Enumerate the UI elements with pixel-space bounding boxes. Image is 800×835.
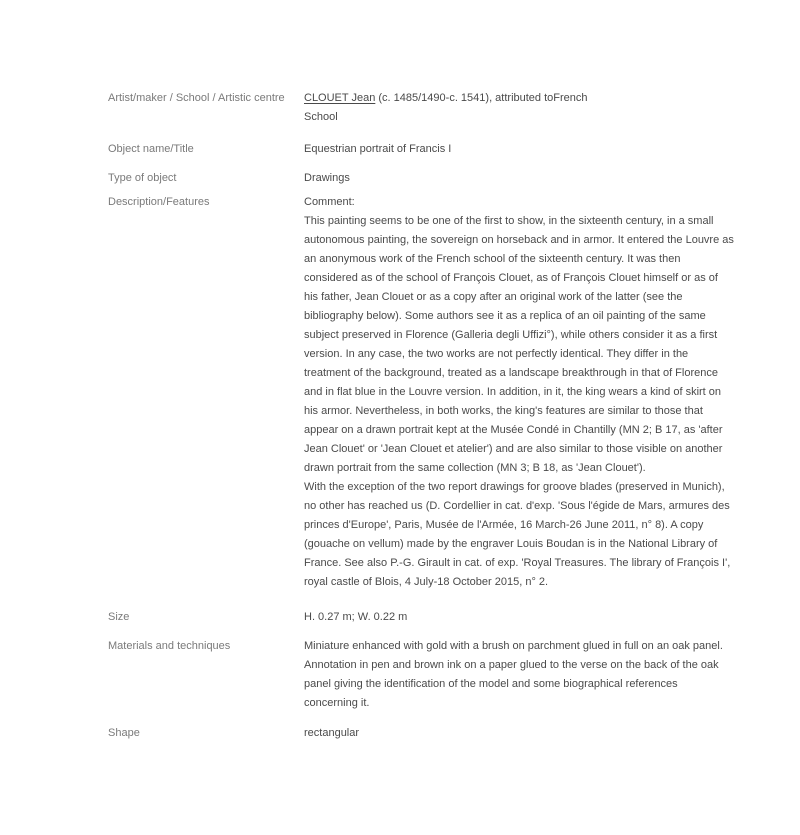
artist-value <box>304 89 604 127</box>
type-label: Type of object <box>108 172 177 184</box>
comment-paragraph-1: This painting seems to be one of the first to show, in the sixteenth century, in a small autonomous painting, the sovereign on horseback and in armor. It entered the Louvre as an anonymous work of the French school of the sixteenth century. It was then considered as of the school of François Clouet, as of François Clouet himself or as of his father, Jean Clouet or as a copy after an original work of the latter (see the bibliography below). Some authors see it as a replica of an oil painting of the same subject preserved in Florence (Galleria degli Uffizi°), while others consider it as a first version. In any case, the two works are not perfectly identical. They differ in the treatment of the background, treated as a landscape breakthrough in that of Florence and in flat blue in the Louvre version. In addition, in it, the king wears a kind of skirt on his armor. Nevertheless, in both works, the king's features are similar to those that appear on a drawn portrait kept at the Musée Condé in Chantilly (MN 2; B 17, as 'after Jean Clouet' or 'Jean Clouet et atelier') and are also similar to those visible on another drawn portrait from the same collection (MN 3; B 18, as 'Jean Clouet'). <box>304 215 734 474</box>
shape-label: Shape <box>108 727 140 739</box>
comment-paragraph-2: With the exception of the two report drawings for groove blades (preserved in Munich), no other has reached us (D. Cordellier in cat. d'exp. 'Sous l'égide de Mars, armures des princes d'Europe', Paris, Musée de l'Armée, 16 March-26 June 2011, n° 8). A copy (gouache on vellum) made by the engraver Louis Boudan is in the National Library of France. See also P.-G. Girault in cat. of exp. 'Royal Treasures. The library of François I', royal castle of Blois, 4 July-18 October 2015, n° 2. <box>304 481 731 588</box>
materials-value: Miniature enhanced with gold with a brush on parchment glued in full on an oak panel. Annotation in pen and brown ink on a paper glued to the verse on the back of the oak panel giving the identification of the model and some biographical references concerning it. <box>304 640 723 709</box>
size-value: H. 0.27 m; W. 0.22 m <box>304 611 408 623</box>
materials-label: Materials and techniques <box>108 640 231 652</box>
type-value: Drawings <box>304 172 350 184</box>
artist-link[interactable]: CLOUET Jean <box>304 92 376 104</box>
size-label: Size <box>108 611 130 623</box>
shape-value: rectangular <box>304 727 360 739</box>
description-label: Description/Features <box>108 196 210 208</box>
description-value <box>304 193 734 592</box>
artist-details: (c. 1485/1490-c. 1541), attributed toFrench School <box>304 92 588 123</box>
comment-heading: Comment: <box>304 196 355 208</box>
object-name-value: Equestrian portrait of Francis I <box>304 143 452 155</box>
object-name-label: Object name/Title <box>108 143 194 155</box>
artist-label: Artist/maker / School / Artistic centre <box>108 92 285 104</box>
